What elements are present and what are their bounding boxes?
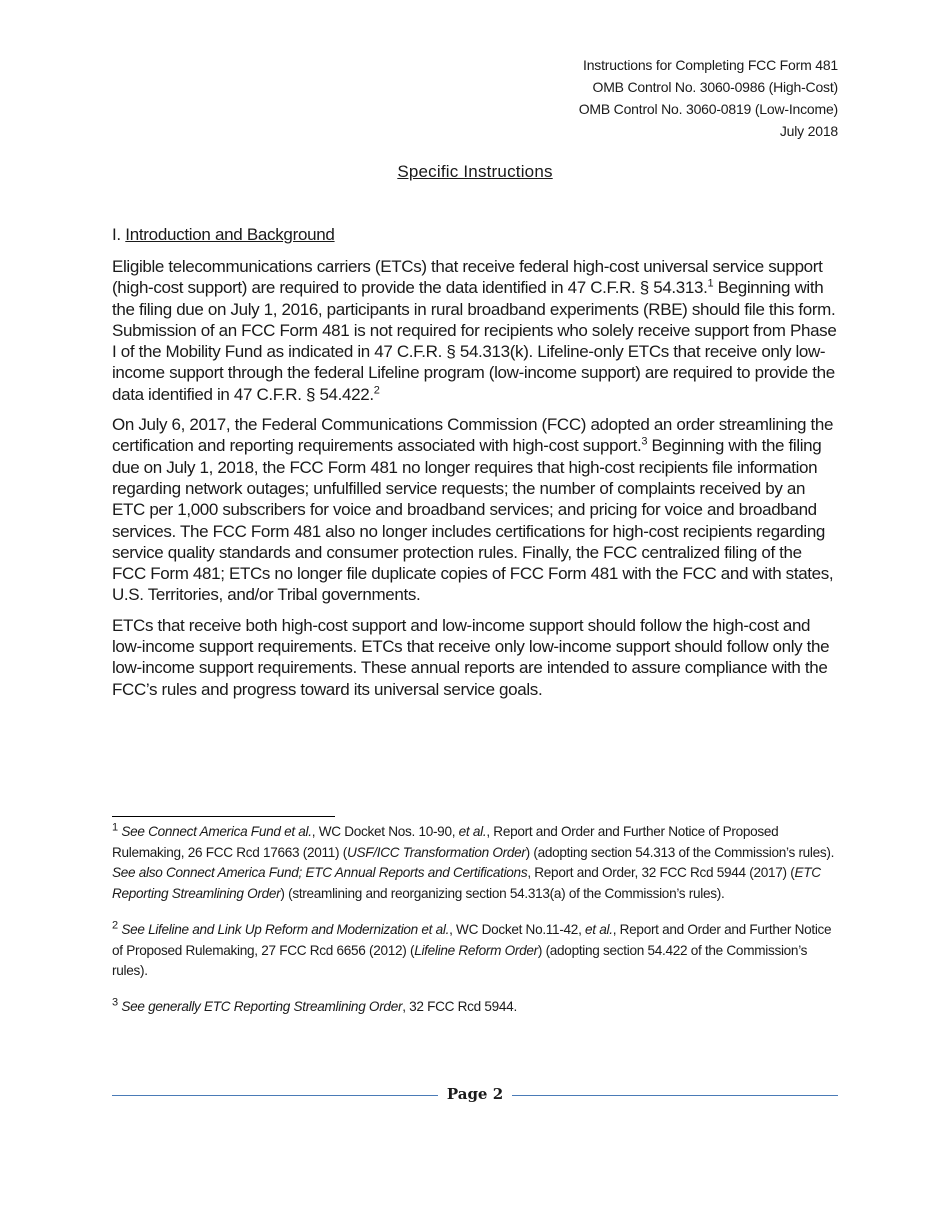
section-introduction (112, 224, 840, 709)
section-number: I. (112, 225, 121, 244)
footnote-2-number: 2 (112, 919, 118, 932)
paragraph-3: ETCs that receive both high-cost support and low-income support should follow the high-cost and low-income support requirements. ETCs that receive only low-income support should follow only the low-income support requirements. These annual reports are intended to assure compliance with the FCC’s rules and progress toward its universal service goals. (112, 615, 830, 699)
paragraph-2-text-b: Beginning with the filing due on July 1, 2018, the FCC Form 481 no longer requires that high-cost recipients file information regarding network outages; unfulfilled service requests; the number of complaints received by an ETC per 1,000 subscribers for voice and broadband services; and pricing for voice and broadband services. The FCC Form 481 also no longer includes certifications for high-cost recipients regarding service quality standards and consumer protection rules. Finally, the FCC centralized filing of the FCC Form 481; ETCs no longer file duplicate copies of FCC Form 481 with the FCC and with states, U.S. Territories, and/or Tribal governments. (112, 436, 834, 605)
section-heading-text: Introduction and Background (125, 225, 335, 244)
footnote-1-text-5: ) (streamlining and reorganizing section 54.313(a) of the Commission’s rules). (280, 886, 725, 902)
header-form-title: Instructions for Completing FCC Form 481 (583, 57, 838, 73)
paragraph-1-text-a: Eligible telecommunications carriers (ETCs) that receive federal high-cost universal service support (high-cost support) are required to provide the data identified in 47 C.F.R. § 54.313. (112, 257, 823, 298)
paragraph-1-text-b: Beginning with the filing due on July 1, 2016, participants in rural broadband experiments (RBE) should file this form. Submission of an FCC Form 481 is not required for recipients who solely receive support from Phase I of the Mobility Fund as indicated in 47 C.F.R. § 54.313(k). Lifeline-only ETCs that receive only low-income support through the federal Lifeline program (low-income support) are required to provide the data identified in 47 C.F.R. § 54.422. (112, 278, 837, 404)
footnote-1-cite-2: et al. (458, 824, 487, 839)
footnote-1-cite-5: ETC Reporting Streamlining Order (112, 865, 821, 902)
footnote-3-text-1: , 32 FCC Rcd 5944. (402, 998, 517, 1014)
header-omb-low-income: OMB Control No. 3060-0819 (Low-Income) (578, 101, 838, 117)
footnote-1-cite-3: USF/ICC Transformation Order (346, 844, 526, 860)
footnote-2-text-3: ) (adopting section 54.422 of the Commission’s rules). (112, 942, 808, 979)
footnote-3-cite-1: See generally ETC Reporting Streamlining Order (121, 998, 403, 1014)
page-title: Specific Instructions (397, 162, 553, 181)
footnote-3 (112, 997, 840, 1018)
footnote-1-text-1: , WC Docket Nos. 10-90, (311, 824, 459, 839)
footnote-2-cite-2: et al. (585, 921, 613, 937)
page-number: Page 2 (446, 1085, 504, 1103)
document-header (579, 54, 838, 142)
footnote-1 (112, 822, 840, 905)
footnote-2-text-1: , WC Docket No.11-42, (449, 921, 586, 937)
page-footer (112, 1085, 838, 1105)
footnote-ref-1[interactable]: 1 (707, 277, 714, 290)
header-date: July 2018 (779, 123, 838, 139)
paragraph-1 (112, 256, 840, 405)
footnote-2-cite-3: Lifeline Reform Order (414, 942, 538, 958)
footnote-separator (112, 816, 335, 817)
footnote-1-cite-4: See also Connect America Fund; ETC Annual Reports and Certifications (112, 865, 528, 881)
footnote-2 (112, 920, 840, 982)
footnote-1-text-3: ) (adopting section 54.313 of the Commission’s rules). (525, 844, 835, 860)
header-omb-high-cost: OMB Control No. 3060-0986 (High-Cost) (592, 79, 838, 95)
footnote-2-text-2: , Report and Order and Further Notice of Proposed Rulemaking, 27 FCC Rcd 6656 (2012) ( (112, 921, 832, 958)
footnote-1-text-2: , Report and Order and Further Notice of Proposed Rulemaking, 26 FCC Rcd 17663 (2011) ( (112, 824, 779, 860)
footnote-1-number: 1 (112, 821, 118, 834)
footnote-2-cite-1: See Lifeline and Link Up Reform and Modernization et al. (121, 921, 450, 937)
paragraph-2 (112, 414, 840, 606)
paragraph-2-text-a: On July 6, 2017, the Federal Communications Commission (FCC) adopted an order streamlining the certification and reporting requirements associated with high-cost support. (112, 415, 834, 456)
footer-rule-right (512, 1095, 838, 1096)
footnote-ref-3[interactable]: 3 (641, 435, 648, 448)
section-heading (112, 224, 840, 246)
footnote-1-cite-1: See Connect America Fund et al. (121, 824, 312, 839)
footnotes (112, 822, 840, 1033)
footnote-1-text-4: , Report and Order, 32 FCC Rcd 5944 (2017) ( (527, 865, 795, 881)
footnote-ref-2[interactable]: 2 (373, 384, 380, 397)
footnote-3-number: 3 (112, 996, 118, 1009)
